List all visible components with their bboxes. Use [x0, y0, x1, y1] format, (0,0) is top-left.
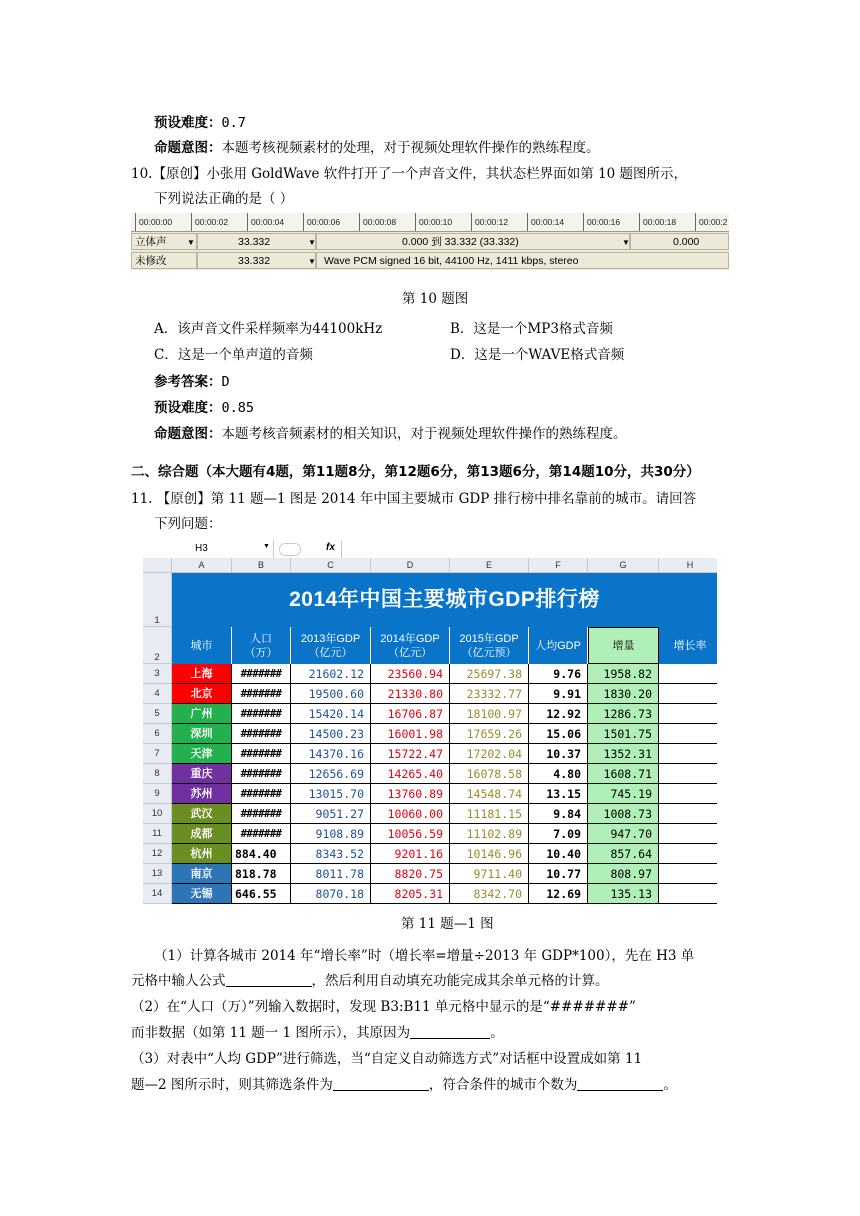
- data-cell[interactable]: 12656.69: [291, 764, 371, 784]
- sheet-title: 2014年中国主要城市GDP排行榜: [172, 573, 717, 627]
- data-cell[interactable]: 947.70: [588, 824, 659, 844]
- row-header-7[interactable]: 7: [143, 744, 172, 764]
- data-cell[interactable]: 11181.15: [450, 804, 529, 824]
- row-header-8[interactable]: 8: [143, 764, 172, 784]
- spreadsheet: [143, 540, 717, 906]
- data-cell[interactable]: #######: [232, 804, 291, 824]
- zoom-slider-icon: [279, 543, 301, 556]
- data-cell[interactable]: #######: [232, 724, 291, 744]
- q10-intent-line: [154, 422, 627, 442]
- row-header-5[interactable]: 5: [143, 704, 172, 724]
- answer-blank[interactable]: [226, 972, 312, 987]
- city-cell[interactable]: 武汉: [172, 804, 232, 824]
- city-cell[interactable]: 上海: [172, 664, 232, 684]
- sub3-line1: （3）对表中“人均 GDP”进行筛选，当“自定义自动筛选方式”对话框中设置成如第 11: [131, 1051, 643, 1067]
- sub3-text-a: 题—2 图所示时，则其筛选条件为: [131, 1077, 333, 1093]
- data-cell[interactable]: 9051.27: [291, 804, 371, 824]
- answer-value: D: [221, 374, 230, 390]
- sub3-text-c: 。: [663, 1077, 677, 1093]
- data-cell[interactable]: [659, 684, 717, 704]
- data-cell[interactable]: 13.15: [529, 784, 588, 804]
- time-tick: 00:00:16: [583, 213, 620, 231]
- data-cell[interactable]: [659, 864, 717, 884]
- time-tick: 00:00:18: [639, 213, 676, 231]
- answer-line: [154, 370, 230, 390]
- row-header-3[interactable]: 3: [143, 664, 172, 684]
- format-value: Wave PCM signed 16 bit, 44100 Hz, 1411 kbps, stereo: [324, 255, 579, 267]
- sub1-text-b: ，然后利用自动填充功能完成其余单元格的计算。: [311, 973, 609, 989]
- option-c: C．这是一个单声道的音频: [154, 347, 313, 363]
- column-header-g[interactable]: G: [588, 558, 659, 573]
- name-box[interactable]: [143, 540, 274, 558]
- length-value-2: 33.332: [238, 255, 271, 267]
- q10-difficulty-label: 预设难度：: [154, 400, 222, 416]
- column-header-f[interactable]: F: [529, 558, 588, 573]
- answer-blank[interactable]: [333, 1076, 429, 1091]
- header-cell: 2013年GDP （亿元）: [291, 627, 371, 664]
- chevron-down-icon: ▼: [308, 238, 316, 247]
- data-cell[interactable]: 14265.40: [371, 764, 450, 784]
- header-cell: 城市: [172, 627, 232, 664]
- data-cell[interactable]: 818.78: [232, 864, 291, 884]
- data-cell[interactable]: 21330.80: [371, 684, 450, 704]
- data-cell[interactable]: [659, 704, 717, 724]
- data-cell[interactable]: 14370.16: [291, 744, 371, 764]
- data-cell[interactable]: 857.64: [588, 844, 659, 864]
- data-cell[interactable]: 9711.40: [450, 864, 529, 884]
- row-header-2[interactable]: 2: [143, 627, 172, 664]
- chevron-down-icon: ▼: [187, 238, 195, 247]
- position-field: [630, 233, 729, 250]
- name-box-value: H3: [195, 543, 208, 554]
- data-cell[interactable]: [659, 884, 717, 904]
- data-cell[interactable]: 8011.78: [291, 864, 371, 884]
- header-cell: 人口 （万）: [232, 627, 291, 664]
- row-header-9[interactable]: 9: [143, 784, 172, 804]
- data-cell[interactable]: [659, 844, 717, 864]
- state-value: 未修改: [135, 255, 167, 267]
- data-cell[interactable]: 8343.52: [291, 844, 371, 864]
- format-field: [316, 252, 729, 269]
- data-cell[interactable]: 16001.98: [371, 724, 450, 744]
- data-cell[interactable]: 10.37: [529, 744, 588, 764]
- goldwave-status-bar: [131, 213, 729, 270]
- time-tick: 00:00:12: [471, 213, 508, 231]
- time-tick: 00:00:00: [135, 213, 172, 231]
- data-cell[interactable]: 11102.89: [450, 824, 529, 844]
- data-cell[interactable]: 10060.00: [371, 804, 450, 824]
- data-cell[interactable]: #######: [232, 764, 291, 784]
- city-cell[interactable]: 南京: [172, 864, 232, 884]
- sub1-line2: [131, 969, 609, 989]
- answer-blank[interactable]: [577, 1076, 663, 1091]
- data-cell[interactable]: [659, 724, 717, 744]
- data-cell[interactable]: 12.69: [529, 884, 588, 904]
- data-cell[interactable]: [659, 744, 717, 764]
- row-header-4[interactable]: 4: [143, 684, 172, 704]
- data-cell[interactable]: 15.06: [529, 724, 588, 744]
- select-all-corner[interactable]: [143, 558, 172, 573]
- option-d: D．这是一个WAVE格式音频: [450, 347, 625, 363]
- status-row-2: [131, 251, 729, 270]
- data-cell[interactable]: 14500.23: [291, 724, 371, 744]
- q10-difficulty-value: 0.85: [221, 400, 255, 416]
- intent-text: 本题考核视频素材的处理，对于视频处理软件操作的熟练程度。: [221, 140, 600, 156]
- option-b: B．这是一个MP3格式音频: [450, 321, 613, 337]
- time-tick: 00:00:06: [303, 213, 340, 231]
- data-cell[interactable]: 1830.20: [588, 684, 659, 704]
- data-cell[interactable]: #######: [232, 744, 291, 764]
- header-cell: 人均GDP: [529, 627, 588, 664]
- city-cell[interactable]: 无锡: [172, 884, 232, 904]
- fx-icon[interactable]: fx: [326, 542, 335, 553]
- sub3-text-b: ，符合条件的城市个数为: [428, 1077, 578, 1093]
- time-tick: 00:00:10: [415, 213, 452, 231]
- data-cell[interactable]: #######: [232, 784, 291, 804]
- q10-stem-line1: 10.【原创】小张用 GoldWave 软件打开了一个声音文件，其状态栏界面如第 10 题图所示，: [131, 166, 688, 182]
- option-a: A．该声音文件采样频率为44100kHz: [154, 321, 383, 337]
- data-cell[interactable]: 8342.70: [450, 884, 529, 904]
- city-cell[interactable]: 北京: [172, 684, 232, 704]
- row-header-14[interactable]: 14: [143, 884, 172, 904]
- data-cell[interactable]: 7.09: [529, 824, 588, 844]
- time-tick: 00:00:2: [695, 213, 727, 231]
- city-cell[interactable]: 广州: [172, 704, 232, 724]
- column-header-h[interactable]: H: [659, 558, 717, 573]
- sub1-line1: （1）计算各城市 2014 年“增长率”时（增长率=增量÷2013 年 GDP*100），先在 H3 单: [154, 948, 695, 964]
- data-cell[interactable]: 15420.14: [291, 704, 371, 724]
- length-value: 33.332: [238, 236, 271, 248]
- time-tick: 00:00:02: [191, 213, 228, 231]
- status-row-1: [131, 232, 729, 251]
- data-cell[interactable]: #######: [232, 704, 291, 724]
- data-cell[interactable]: 16078.58: [450, 764, 529, 784]
- data-cell[interactable]: 8820.75: [371, 864, 450, 884]
- header-cell: 增量: [588, 627, 659, 664]
- data-cell[interactable]: [659, 804, 717, 824]
- data-cell[interactable]: 9.76: [529, 664, 588, 684]
- chevron-down-icon: ▼: [308, 257, 316, 266]
- selection-field[interactable]: [316, 233, 630, 250]
- formula-input[interactable]: [341, 540, 717, 558]
- data-cell[interactable]: 4.80: [529, 764, 588, 784]
- time-tick: 00:00:08: [359, 213, 396, 231]
- position-value: 0.000: [673, 236, 700, 248]
- data-cell[interactable]: #######: [232, 684, 291, 704]
- data-cell[interactable]: 8205.31: [371, 884, 450, 904]
- data-cell[interactable]: 9.84: [529, 804, 588, 824]
- data-cell[interactable]: 1958.82: [588, 664, 659, 684]
- chevron-down-icon: ▼: [263, 543, 270, 550]
- row-header-6[interactable]: 6: [143, 724, 172, 744]
- data-cell[interactable]: 10.77: [529, 864, 588, 884]
- data-cell[interactable]: 1286.73: [588, 704, 659, 724]
- time-tick: 00:00:04: [247, 213, 284, 231]
- data-cell[interactable]: [659, 764, 717, 784]
- section-2-heading: 二、综合题（本大题有4题，第11题8分，第12题6分，第13题6分，第14题10分，共30分）: [131, 464, 700, 480]
- data-cell[interactable]: 17202.04: [450, 744, 529, 764]
- data-cell[interactable]: 17659.26: [450, 724, 529, 744]
- answer-blank[interactable]: [410, 1024, 490, 1039]
- figure-11-caption: 第 11 题—1 图: [401, 916, 494, 932]
- data-cell[interactable]: 19500.60: [291, 684, 371, 704]
- data-cell[interactable]: 13015.70: [291, 784, 371, 804]
- data-cell[interactable]: 1008.73: [588, 804, 659, 824]
- data-cell[interactable]: 9.91: [529, 684, 588, 704]
- q10-difficulty-line: [154, 396, 254, 416]
- data-cell[interactable]: 135.13: [588, 884, 659, 904]
- column-header-d[interactable]: D: [371, 558, 450, 573]
- figure-10-caption: 第 10 题图: [402, 291, 469, 307]
- time-ruler: [131, 213, 729, 232]
- data-cell[interactable]: 1608.71: [588, 764, 659, 784]
- data-cell[interactable]: 10.40: [529, 844, 588, 864]
- header-cell: 增长率: [659, 627, 717, 664]
- row-header-11[interactable]: 11: [143, 824, 172, 844]
- column-header-a[interactable]: A: [172, 558, 232, 573]
- data-cell[interactable]: 16706.87: [371, 704, 450, 724]
- city-cell[interactable]: 重庆: [172, 764, 232, 784]
- data-cell[interactable]: 18100.97: [450, 704, 529, 724]
- data-cell[interactable]: 646.55: [232, 884, 291, 904]
- modified-state: [131, 252, 197, 269]
- city-cell[interactable]: 苏州: [172, 784, 232, 804]
- intent-label: 命题意图：: [154, 140, 222, 156]
- column-header-e[interactable]: E: [450, 558, 529, 573]
- data-cell[interactable]: 8070.18: [291, 884, 371, 904]
- difficulty-label: 预设难度：: [154, 115, 222, 131]
- sub2-line1: （2）在“人口（万）”列输入数据时，发现 B3:B11 单元格中显示的是“#######”: [131, 999, 636, 1015]
- data-cell[interactable]: 9201.16: [371, 844, 450, 864]
- data-cell[interactable]: 23560.94: [371, 664, 450, 684]
- header-cell: 2014年GDP （亿元）: [371, 627, 450, 664]
- row-header-1[interactable]: 1: [143, 573, 172, 627]
- row-header-13[interactable]: 13: [143, 864, 172, 884]
- data-cell[interactable]: 808.97: [588, 864, 659, 884]
- channel-value: 立体声: [135, 236, 167, 248]
- q11-stem-line2: 下列问题：: [154, 516, 222, 532]
- city-cell[interactable]: 杭州: [172, 844, 232, 864]
- sub2-text-a: 而非数据（如第 11 题一 1 图所示），其原因为: [131, 1025, 411, 1041]
- data-cell[interactable]: 21602.12: [291, 664, 371, 684]
- data-cell[interactable]: 884.40: [232, 844, 291, 864]
- time-tick: 00:00:14: [527, 213, 564, 231]
- data-cell[interactable]: [659, 664, 717, 684]
- data-cell[interactable]: 10146.96: [450, 844, 529, 864]
- q10-stem-line2: 下列说法正确的是（ ）: [154, 191, 294, 207]
- data-cell[interactable]: 745.19: [588, 784, 659, 804]
- data-cell[interactable]: 25697.38: [450, 664, 529, 684]
- sub2-line2: [131, 1021, 504, 1041]
- data-cell[interactable]: [659, 824, 717, 844]
- data-cell[interactable]: 1352.31: [588, 744, 659, 764]
- chevron-down-icon: ▼: [622, 238, 630, 247]
- data-cell[interactable]: 14548.74: [450, 784, 529, 804]
- row-header-12[interactable]: 12: [143, 844, 172, 864]
- data-cell[interactable]: #######: [232, 824, 291, 844]
- difficulty-value: 0.7: [221, 115, 246, 131]
- data-cell[interactable]: 9108.89: [291, 824, 371, 844]
- q10-intent-label: 命题意图：: [154, 426, 222, 442]
- data-cell[interactable]: #######: [232, 664, 291, 684]
- city-cell[interactable]: 成都: [172, 824, 232, 844]
- difficulty-line: [154, 111, 246, 131]
- data-cell[interactable]: 12.92: [529, 704, 588, 724]
- data-cell[interactable]: 23332.77: [450, 684, 529, 704]
- answer-label: 参考答案：: [154, 374, 222, 390]
- column-header-c[interactable]: C: [291, 558, 371, 573]
- sub3-line2: [131, 1073, 677, 1093]
- sub2-text-b: 。: [490, 1025, 504, 1041]
- data-cell[interactable]: 10056.59: [371, 824, 450, 844]
- length-field-2[interactable]: [197, 252, 316, 269]
- selection-value: 0.000 到 33.332 (33.332): [402, 236, 519, 248]
- city-cell[interactable]: 深圳: [172, 724, 232, 744]
- sub1-text-a: 元格中输人公式: [131, 973, 226, 989]
- row-header-10[interactable]: 10: [143, 804, 172, 824]
- city-cell[interactable]: 天津: [172, 744, 232, 764]
- length-field[interactable]: [197, 233, 316, 250]
- data-cell[interactable]: 13760.89: [371, 784, 450, 804]
- formula-bar: [143, 540, 717, 559]
- data-cell[interactable]: [659, 784, 717, 804]
- data-cell[interactable]: 15722.47: [371, 744, 450, 764]
- intent-line: [154, 136, 600, 156]
- data-cell[interactable]: 1501.75: [588, 724, 659, 744]
- q10-intent-text: 本题考核音频素材的相关知识，对于视频处理软件操作的熟练程度。: [221, 426, 627, 442]
- channel-dropdown[interactable]: [131, 233, 197, 250]
- header-cell: 2015年GDP （亿元预）: [450, 627, 529, 664]
- column-header-b[interactable]: B: [232, 558, 291, 573]
- q11-stem-line1: 11. 【原创】第 11 题—1 图是 2014 年中国主要城市 GDP 排行榜中排名靠前的城市。请回答: [131, 491, 697, 507]
